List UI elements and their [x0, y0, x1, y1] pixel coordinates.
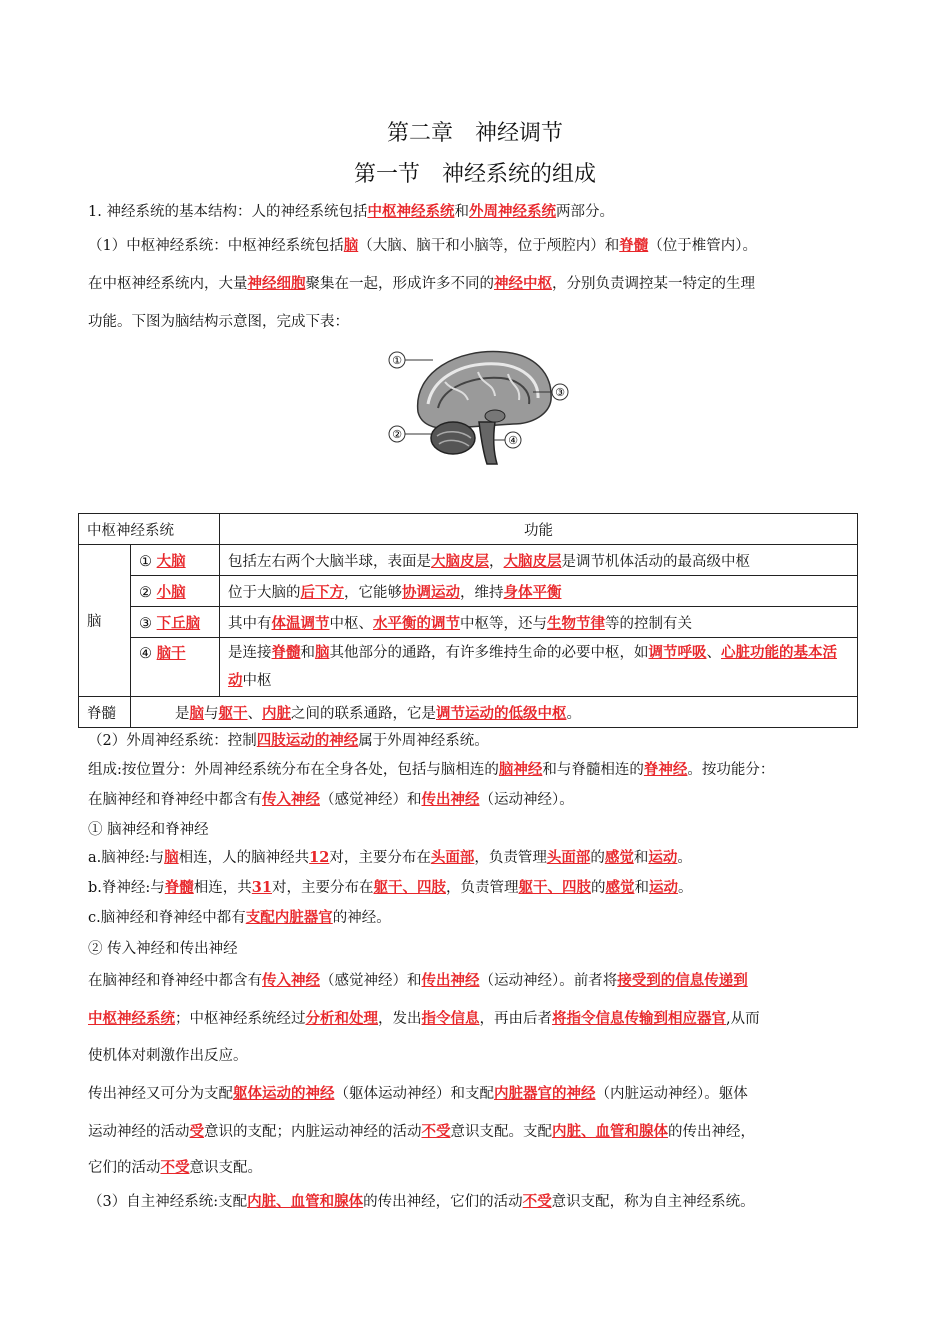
text-line	[88, 760, 862, 780]
answer: 内脏器官的神经	[494, 1085, 596, 1102]
text: 其中有	[228, 615, 272, 632]
chapter-title: 第二章 神经调节	[386, 121, 563, 146]
text: 中枢	[242, 673, 272, 689]
text: 位于大脑的	[228, 584, 301, 601]
answer: 脑	[315, 644, 330, 661]
answer: 脊神经	[643, 761, 688, 778]
answer: 传入神经	[262, 791, 320, 808]
text: （大脑、脑干和小脑等，位于颅腔内）和	[358, 238, 620, 254]
answer: 传出神经	[421, 791, 480, 808]
text: （躯体运动神经）和支配	[334, 1086, 494, 1102]
answer: 协调运动	[402, 583, 460, 601]
answer: 脑干	[156, 645, 186, 662]
part-name-cell	[131, 638, 220, 697]
text: 运动神经的活动	[88, 1124, 190, 1140]
table-row	[79, 545, 858, 576]
text: 的	[590, 880, 606, 896]
answer: 头面部	[546, 849, 591, 866]
answer: 脊髓	[164, 879, 194, 896]
part-number: ②	[139, 584, 157, 601]
answer: 脑神经	[498, 761, 543, 778]
text: 功能。下图为脑结构示意图，完成下表：	[88, 314, 349, 330]
text: 意识的支配；内脏运动神经的活动	[204, 1124, 422, 1140]
function-cell	[220, 638, 858, 697]
answer: 四肢运动的神经	[256, 732, 359, 749]
text: 和与脊髓相连的	[542, 762, 644, 778]
table-row	[79, 576, 858, 607]
answer: 不受	[160, 1159, 190, 1176]
text: 和	[633, 850, 649, 866]
text: （运动神经）。前者将	[479, 973, 618, 989]
text: b.脊神经:与	[88, 880, 165, 896]
text: 相连，人的脑神经共	[178, 850, 310, 866]
text: ；中枢神经系统经过	[175, 1011, 306, 1027]
text: 的传出神经，它们的活动	[363, 1194, 523, 1210]
table-header-row	[79, 514, 858, 545]
text: 的神经。	[332, 910, 391, 926]
answer: 脊髓	[619, 237, 649, 254]
spine-cell: 脊髓	[79, 697, 131, 728]
text: 两部分。	[555, 204, 614, 220]
text: 在脑神经和脊神经中都含有	[88, 973, 262, 989]
text-line	[88, 848, 862, 868]
text: 传出神经又可分为支配	[88, 1086, 233, 1102]
text: （3）自主神经系统:支配	[88, 1194, 248, 1210]
text: ，	[489, 553, 504, 570]
function-cell	[220, 607, 858, 638]
answer: 生物节律	[547, 614, 605, 632]
answer: 调节呼吸	[648, 644, 707, 661]
answer: 脑	[189, 704, 204, 722]
answer: 不受	[421, 1123, 451, 1140]
answer: 12	[309, 849, 330, 866]
text: （1）中枢神经系统：中枢神经系统包括	[88, 238, 344, 254]
answer: 大脑皮层	[431, 552, 489, 570]
brain-structure-diagram	[383, 342, 573, 468]
function-cell	[220, 576, 858, 607]
text: 对，主要分布在	[329, 850, 431, 866]
section-title: 第一节 神经系统的组成	[353, 162, 596, 187]
text: （内脏运动神经）。躯体	[595, 1086, 748, 1102]
answer: 调节运动的低级中枢	[436, 704, 567, 722]
text: 和	[634, 880, 649, 896]
part-number: ①	[139, 553, 157, 570]
brain-cell: 脑	[79, 545, 131, 697]
text: 意识支配，称为自主神经系统。	[551, 1194, 755, 1210]
text: 是连接	[228, 645, 272, 661]
answer: 躯干、四肢	[373, 879, 446, 896]
text-line	[88, 1192, 862, 1212]
answer: 神经中枢	[494, 275, 552, 292]
label-3: ③	[555, 386, 565, 399]
text: 等的控制有关	[605, 615, 692, 632]
answer: 感觉	[604, 849, 634, 866]
text: 之间的联系通路，它是	[291, 705, 436, 722]
answer: 感觉	[605, 879, 635, 896]
function-cell	[220, 545, 858, 576]
part-number: ④	[139, 646, 157, 662]
header-function: 功能	[220, 514, 858, 545]
text: ，分别负责调控某一特定的生理	[552, 276, 755, 292]
text: 。	[677, 850, 692, 866]
paragraph-figure-intro	[88, 312, 862, 332]
text: ② 传入神经和传出神经	[88, 941, 238, 957]
answer: 水平衡的调节	[373, 614, 460, 632]
text: 和	[300, 645, 315, 661]
text: ，负责管理	[445, 880, 519, 896]
text: ，发出	[378, 1011, 422, 1027]
text: 中枢、	[329, 615, 373, 632]
text-line	[88, 878, 862, 898]
cns-function-table	[78, 513, 858, 728]
text: 对，主要分布在	[271, 880, 374, 896]
answer: 运动	[648, 879, 678, 896]
text: 属于外周神经系统。	[358, 733, 489, 749]
answer: 心脏功能的基本活动	[228, 644, 837, 689]
part-name-cell	[131, 545, 220, 576]
text: 中枢等，还与	[460, 615, 547, 632]
text-line	[88, 939, 862, 959]
part-name-cell	[131, 576, 220, 607]
text: （位于椎管内）。	[648, 238, 757, 254]
text: 与	[204, 705, 219, 722]
text: 聚集在一起，形成许多不同的	[305, 276, 494, 292]
answer: 神经细胞	[247, 275, 306, 292]
text: 包括左右两个大脑半球，表面是	[228, 553, 431, 570]
text: 其他部分的通路，有许多维持生命的必要中枢，如	[329, 645, 649, 661]
answer: 后下方	[300, 583, 344, 601]
table-row	[79, 697, 858, 728]
text: （感觉神经）和	[320, 973, 422, 989]
answer: 脊髓	[271, 644, 301, 661]
paragraph-cns-centers	[88, 274, 862, 294]
table-row	[79, 638, 858, 697]
answer: 中枢神经系统	[88, 1010, 175, 1027]
answer: 身体平衡	[503, 583, 562, 601]
answer: 体温调节	[271, 614, 330, 632]
text-line	[88, 820, 862, 840]
text: 。	[677, 880, 693, 896]
text: a.脑神经:与	[88, 850, 165, 866]
text: 是	[175, 705, 190, 722]
answer: 运动	[648, 849, 678, 866]
answer: 躯干、四肢	[518, 879, 591, 896]
text: 在脑神经和脊神经中都含有	[88, 792, 262, 808]
text-line	[88, 1158, 862, 1178]
spine-function-cell	[131, 697, 858, 728]
text: 的	[590, 850, 605, 866]
text-line	[88, 908, 862, 928]
answer: 大脑	[156, 552, 186, 570]
text: c.脑神经和脊神经中都有	[88, 910, 246, 926]
text: 。按功能分：	[687, 762, 775, 778]
text: 意识支配。支配	[450, 1124, 552, 1140]
text-line	[88, 731, 862, 751]
label-1: ①	[392, 354, 402, 367]
text: ，再由后者	[479, 1011, 552, 1027]
text-line	[88, 790, 862, 810]
answer: 中枢神经系统	[367, 203, 455, 220]
header-system: 中枢神经系统	[79, 514, 220, 545]
text: 的传出神经，	[668, 1124, 755, 1140]
text: ，它能够	[344, 584, 402, 601]
text: （感觉神经）和	[320, 792, 422, 808]
label-4: ④	[508, 434, 518, 447]
text-line	[88, 1084, 862, 1104]
table-row	[79, 607, 858, 638]
answer: 大脑皮层	[503, 552, 562, 570]
text-line	[88, 1046, 862, 1066]
text: 在中枢神经系统内，大量	[88, 276, 248, 292]
text: 它们的活动	[88, 1160, 161, 1176]
answer: 指令信息	[421, 1010, 480, 1027]
text: 和	[454, 204, 469, 220]
answer: 脑	[164, 849, 179, 866]
answer: 支配内脏器官	[245, 909, 333, 926]
answer: 受	[189, 1123, 204, 1140]
text: ，维持	[460, 584, 504, 601]
answer: 头面部	[430, 849, 475, 866]
part-name-cell	[131, 607, 220, 638]
answer: 31	[251, 879, 272, 896]
answer: 小脑	[156, 583, 186, 601]
answer: 下丘脑	[156, 614, 201, 632]
answer: 不受	[522, 1193, 552, 1210]
text: 使机体对刺激作出反应。	[88, 1048, 248, 1064]
answer: 脑	[343, 237, 359, 254]
text: ,从而	[726, 1011, 760, 1027]
text: 1. 神经系统的基本结构：人的神经系统包括	[88, 204, 368, 220]
text: 意识支配。	[189, 1160, 262, 1176]
answer: 分析和处理	[305, 1010, 378, 1027]
answer: 传入神经	[262, 972, 320, 989]
text: 相连，共	[193, 880, 252, 896]
answer: 躯干	[218, 704, 248, 722]
text: 是调节机体活动的最高级中枢	[561, 553, 750, 570]
answer: 外周神经系统	[468, 203, 556, 220]
answer: 传出神经	[421, 972, 480, 989]
answer: 躯体运动的神经	[233, 1085, 335, 1102]
text: （运动神经）。	[479, 792, 574, 808]
answer: 将指令信息传输到相应器官	[552, 1010, 726, 1027]
answer: 内脏	[262, 704, 291, 722]
text-line	[88, 971, 862, 991]
text: ① 脑神经和脊神经	[88, 822, 209, 838]
text: 、	[247, 705, 262, 722]
answer: 内脏、血管和腺体	[247, 1193, 364, 1210]
text: ，负责管理	[474, 850, 547, 866]
label-2: ②	[392, 428, 402, 441]
text: 组成:按位置分：外周神经系统分布在全身各处，包括与脑相连的	[88, 762, 499, 778]
answer: 接受到的信息传递到	[617, 972, 748, 989]
text: 。	[566, 705, 581, 722]
text-line	[88, 1009, 862, 1029]
answer: 内脏、血管和腺体	[552, 1123, 668, 1140]
part-number: ③	[139, 615, 157, 632]
paragraph-cns-intro	[88, 236, 862, 256]
paragraph-basic-structure	[88, 202, 862, 222]
text: 、	[706, 645, 721, 661]
text-line	[88, 1122, 862, 1142]
text: （2）外周神经系统：控制	[88, 733, 257, 749]
